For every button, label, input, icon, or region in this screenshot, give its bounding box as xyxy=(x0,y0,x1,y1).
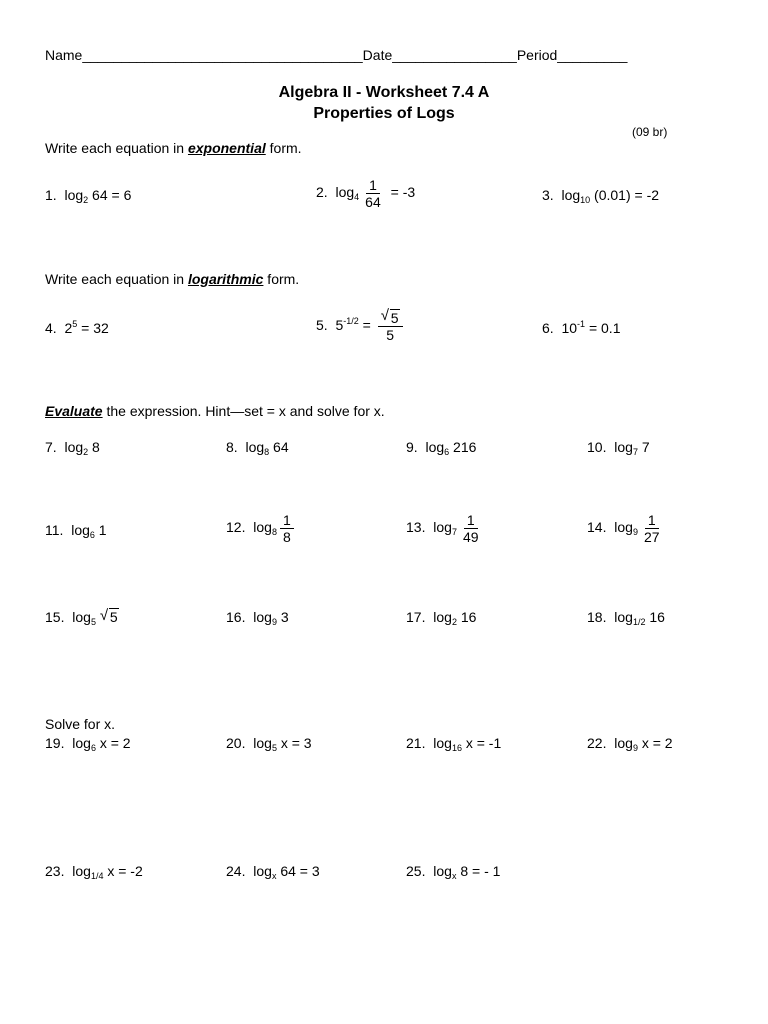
worksheet-title: Algebra II - Worksheet 7.4 A xyxy=(278,84,490,101)
section-exponential-instructions xyxy=(45,140,302,156)
problem-20: 20. $\log_5 x = 3$ xyxy=(226,735,312,753)
problem-18: 18. $\log_{1/2} 16$ xyxy=(587,609,665,627)
problem-19: 19. $\log_6 x = 2$ xyxy=(45,735,131,753)
problem-2: 2. $\log_4$ $\frac{1}{64}$ = -3 xyxy=(316,177,416,210)
square-root: √ 5 xyxy=(99,607,118,625)
problem-5: 5. $5^{-1/2}$ = √ 5 5 xyxy=(316,310,406,343)
instruction-text: form. xyxy=(265,140,302,156)
instruction-emphasis: logarithmic xyxy=(187,271,264,287)
instruction-emphasis: Evaluate xyxy=(45,403,103,419)
problem-17: 17. $\log_2 16$ xyxy=(406,609,477,627)
square-root: √ 5 xyxy=(380,307,399,326)
problem-3: 3. $\log_{10} (0.01) = -2$ xyxy=(542,187,660,205)
instruction-text: Write each equation in xyxy=(45,271,188,287)
worksheet-code: (09 br) xyxy=(632,125,668,139)
problem-9: 9. $\log_6 216$ xyxy=(406,439,477,457)
problem-4: 4. $2^5 = 32$ xyxy=(45,319,109,336)
period-label: Period xyxy=(516,47,558,63)
fraction: $\frac{1}{64}$ xyxy=(365,177,381,210)
instruction-text: Write each equation in xyxy=(45,140,188,156)
fraction: $\frac{1}{8}$ xyxy=(280,512,294,545)
section-logarithmic-instructions xyxy=(45,271,299,287)
problem-15: 15. $\log_5$ √ 5 xyxy=(45,607,118,627)
fraction: $\frac{1}{49}$ xyxy=(462,512,479,545)
problem-1: 1. $\log_2 64 = 6$ xyxy=(45,187,132,205)
problem-21: 21. $\log_{16} x = -1$ xyxy=(406,735,502,753)
name-line: ____________________________________ xyxy=(82,47,363,63)
problem-11: 11. $\log_6 1$ xyxy=(45,522,107,540)
problem-13: 13. $\log_7$ $\frac{1}{49}$ xyxy=(406,512,485,545)
instruction-emphasis: exponential xyxy=(187,140,266,156)
problem-24: 24. $\log_x 64 = 3$ xyxy=(226,863,320,881)
problem-23: 23. $\log_{1/4} x = -2$ xyxy=(45,863,143,881)
problem-10: 10. $\log_7 7$ xyxy=(587,439,650,457)
problem-25: 25. $\log_x 8$ = - 1 xyxy=(406,863,501,881)
fraction: √ 5 5 xyxy=(378,310,403,343)
problem-16: 16. $\log_9 3$ xyxy=(226,609,289,627)
date-label: Date xyxy=(362,47,393,63)
problem-7: 7. $\log_2 8$ xyxy=(45,439,100,457)
problem-22: 22. $\log_9 x = 2$ xyxy=(587,735,673,753)
problem-8: 8. $\log_8 64$ xyxy=(226,439,289,457)
instruction-text: the expression. Hint—set = x and solve for x. xyxy=(102,403,385,419)
problem-14: 14. $\log_9$ $\frac{1}{27}$ xyxy=(587,512,666,545)
period-line: _________ xyxy=(557,47,628,63)
section-solve-instructions: Solve for x. xyxy=(45,716,116,732)
problem-6: 6. $10^{-1} = 0.1$ xyxy=(542,319,621,336)
fraction: $\frac{1}{27}$ xyxy=(643,512,660,545)
date-line: ________________ xyxy=(392,47,517,63)
worksheet-subtitle: Properties of Logs xyxy=(313,105,455,122)
problem-12: 12. $\log_8$ $\frac{1}{8}$ xyxy=(226,512,297,545)
instruction-text: form. xyxy=(263,271,300,287)
section-evaluate-instructions xyxy=(45,403,385,419)
name-label: Name xyxy=(45,47,83,63)
header-fields xyxy=(45,47,627,63)
